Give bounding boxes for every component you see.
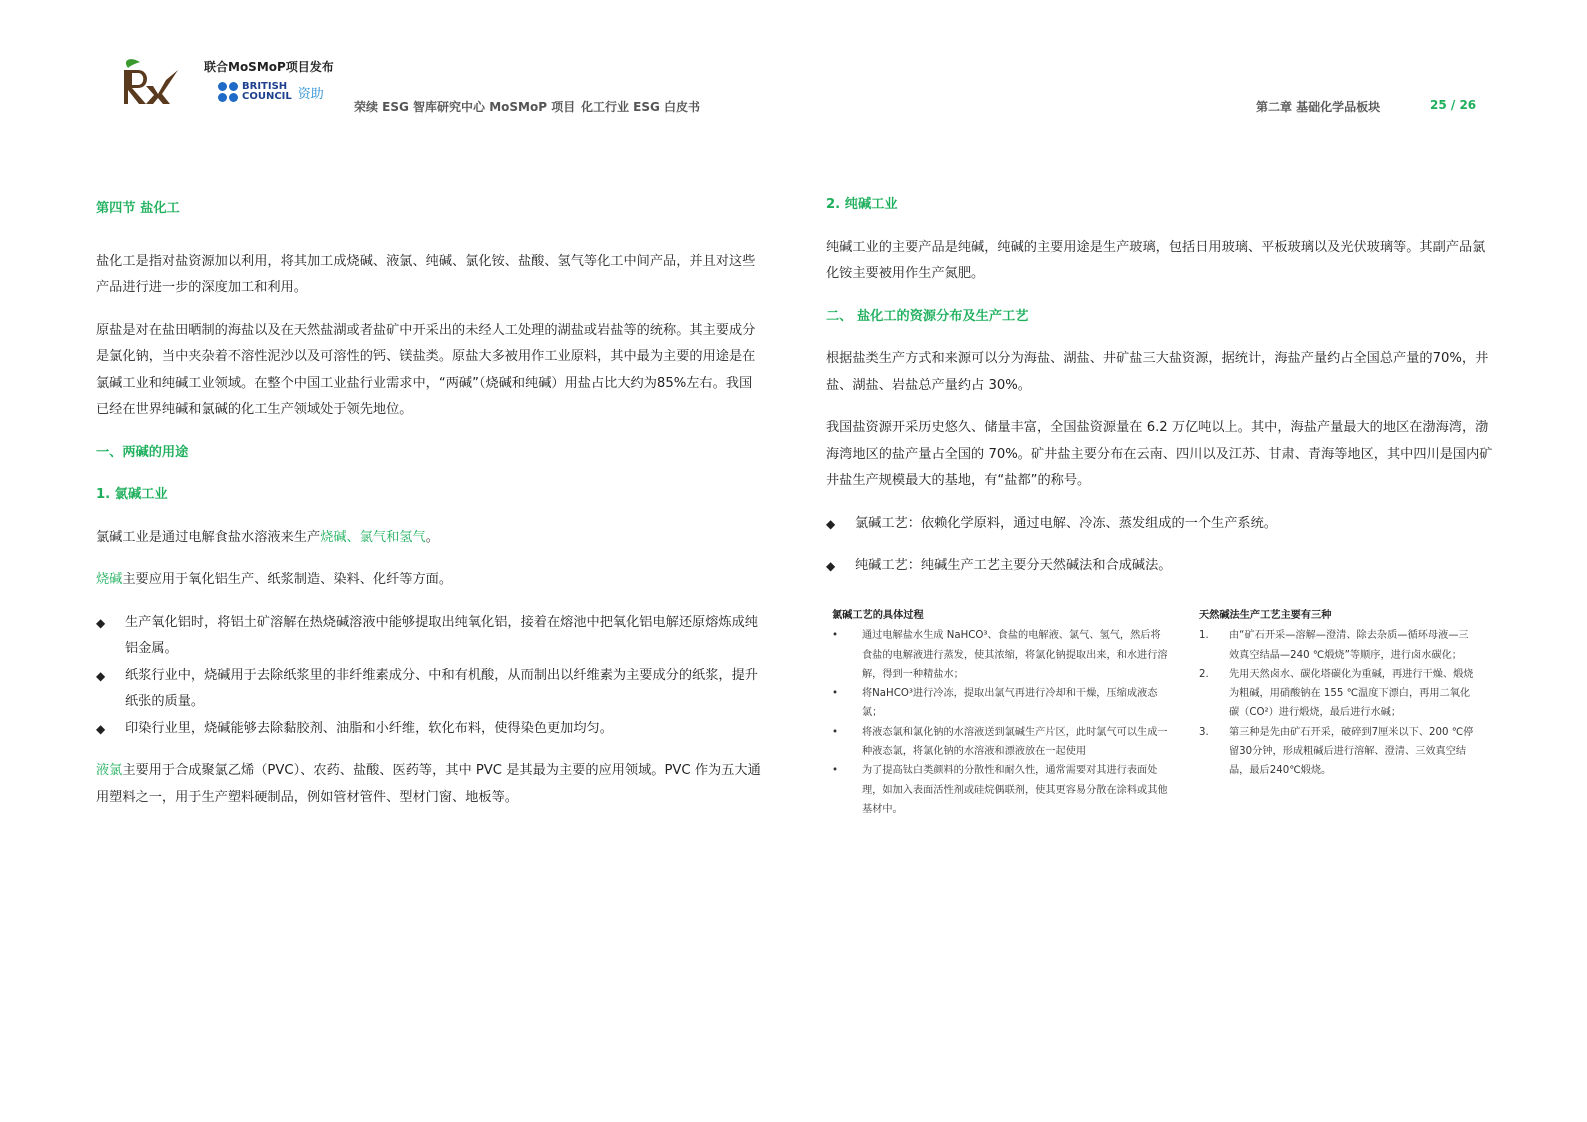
dot-bullet-icon: • [832, 688, 839, 700]
list-item: ◆ 生产氧化铝时，将铝土矿溶解在热烧碱溶液中能够提取出纯氧化铝，接着在熔池中把氧化铝电解还原熔炼成纯铝金属。 [96, 610, 764, 663]
heading-two-alkalis: 一、两碱的用途 [96, 444, 189, 460]
list-item: 3. 第三种是先由矿石开采，破碎到7厘米以下、200 ℃停留30分钟，形成粗碱后进行溶解、澄清、三效真空结晶，最后240℃煅烧。 [1199, 726, 1474, 777]
header-doc-title: 化工行业 ESG 白皮书 [581, 100, 701, 114]
diamond-bullet-icon: ◆ [96, 668, 106, 683]
dot-bullet-icon: • [832, 630, 839, 642]
heading-resources: 二、 盐化工的资源分布及生产工艺 [826, 308, 1029, 324]
left-column [96, 196, 764, 811]
dot-bullet-icon: • [832, 765, 839, 777]
list-item: ◆ 纸浆行业中，烧碱用于去除纸浆里的非纤维素成分、中和有机酸，从而制出以纤维素为主要成分的纸浆，提升纸张的质量。 [96, 663, 764, 716]
diamond-bullet-icon: ◆ [826, 516, 836, 531]
box-title: 天然碱法生产工艺主要有三种 [1199, 610, 1332, 621]
process-list [826, 511, 1494, 580]
diamond-bullet-icon: ◆ [826, 559, 836, 573]
heading-soda-ash: 2. 纯碱工业 [826, 197, 898, 212]
paragraph: 原盐是对在盐田晒制的海盐以及在天然盐湖或者盐矿中开采出的未经人工处理的湖盐或岩盐等的统称。其主要成分是氯化钠，当中夹杂着不溶性泥沙以及可溶性的钙、镁盐类。原盐大多被用作工业原料，其中最为主要的用途是在氯碱工业和纯碱工业领域。在整个中国工业盐行业需求中，“两碱”（烧碱和纯碱）用盐占比大约为85%左右。我国已经在世界纯碱和氯碱的化工生产领域处于领先地位。 [96, 322, 756, 417]
paragraph: 氯碱工业是通过电解食盐水溶液来生产烧碱、氯气和氢气。 [96, 529, 439, 545]
publisher-label: 联合MoSMoP项目发布 [204, 60, 334, 74]
paragraph: 根据盐类生产方式和来源可以分为海盐、湖盐、井矿盐三大盐资源，据统计，海盐产量约占全国总产量的70%，井盐、湖盐、岩盐总产量约占 30%。 [826, 351, 1489, 393]
list-item: ◆ 印染行业里，烧碱能够去除黏胶剂、油脂和小纤维，软化布料，使得染色更加均匀。 [96, 716, 764, 743]
box-title: 氯碱工艺的具体过程 [832, 610, 924, 621]
list-item: 2. 先用天然卤水、碳化塔碳化为重碱，再进行干燥、煅烧为粗碱，用硝酸钠在 155 ℃温度下漂白，再用二氧化碳（CO²）进行煅烧，最后进行水碱； [1199, 668, 1474, 719]
paragraph: 盐化工是指对盐资源加以利用，将其加工成烧碱、液氯、纯碱、氯化铵、盐酸、氢气等化工中间产品，并且对这些产品进行进一步的深度加工和利用。 [96, 253, 756, 295]
paragraph: 烧碱主要应用于氧化铝生产、纸浆制造、染料、化纤等方面。 [96, 572, 453, 587]
rx-logo [120, 56, 184, 112]
header-org: 荣续 ESG 智库研究中心 MoSMoP 项目 [354, 100, 576, 114]
list-item: 1. 由“矿石开采—溶解—澄清、除去杂质—循环母液—三效真空结晶—240 ℃煅烧”等顺序，进行卤水碳化； [1199, 630, 1469, 661]
list-item: ◆ 纯碱工艺：纯碱生产工艺主要分天然碱法和合成碱法。 [826, 553, 1494, 580]
list-item: • 通过电解盐水生成 NaHCO³、食盐的电解液、氯气、氢气，然后将食盐的电解液进行蒸发，使其浓缩，将氯化钠提取出来，和水进行溶解，得到一种精盐水； [832, 626, 1168, 684]
section-title: 第四节 盐化工 [96, 201, 180, 216]
chlor-alkali-process-box [832, 606, 1168, 819]
diamond-bullet-icon: ◆ [96, 721, 106, 736]
page-number: 25 / 26 [1430, 98, 1477, 112]
list-item: • 将NaHCO³进行冷冻，提取出氯气再进行冷却和干燥，压缩成液态氯； [832, 684, 1168, 723]
diamond-bullet-icon: ◆ [96, 615, 106, 630]
paragraph: 纯碱工业的主要产品是纯碱，纯碱的主要用途是生产玻璃，包括日用玻璃、平板玻璃以及光伏玻璃等。其副产品氯化铵主要被用作生产氮肥。 [826, 239, 1486, 281]
british-council-logo: BRITISH COUNCIL 资助 [218, 82, 324, 102]
right-column [826, 192, 1494, 580]
natural-soda-process-box [1199, 606, 1475, 781]
list-item: • 将液态氯和氯化钠的水溶液送到氯碱生产片区，此时氯气可以生成一种液态氯，将氯化钠的水溶液和漂液放在一起使用 [832, 723, 1168, 762]
funding-label: 资助 [297, 86, 324, 102]
heading-chlor-alkali: 1. 氯碱工业 [96, 487, 168, 502]
dot-bullet-icon: • [832, 726, 839, 738]
list-item: • 为了提高钛白类颜料的分散性和耐久性，通常需要对其进行表面处理，如加入表面活性剂或硅烷偶联剂，使其更容易分散在涂料或其他基材中。 [832, 761, 1168, 819]
paragraph: 我国盐资源开采历史悠久、储量丰富，全国盐资源量在 6.2 万亿吨以上。其中，海盐产量最大的地区在渤海湾，渤海湾地区的盐产量占全国的 70%。矿井盐主要分布在云南、四川以及江苏、甘肃、青海等地区，其中四川是国内矿井盐生产规模最大的基地，有“盐都”的称号。 [826, 420, 1493, 488]
list-item: ◆ 氯碱工艺：依赖化学原料，通过电解、冷冻、蒸发组成的一个生产系统。 [826, 511, 1494, 538]
paragraph: 液氯主要用于合成聚氯乙烯（PVC）、农药、盐酸、医药等，其中 PVC 是其最为主要的应用领域。PVC 作为五大通用塑料之一，用于生产塑料硬制品，例如管材管件、型材门窗、地板等。 [96, 763, 761, 805]
caustic-uses-list [96, 610, 764, 743]
header-chapter: 第二章 基础化学品板块 [1256, 100, 1381, 114]
